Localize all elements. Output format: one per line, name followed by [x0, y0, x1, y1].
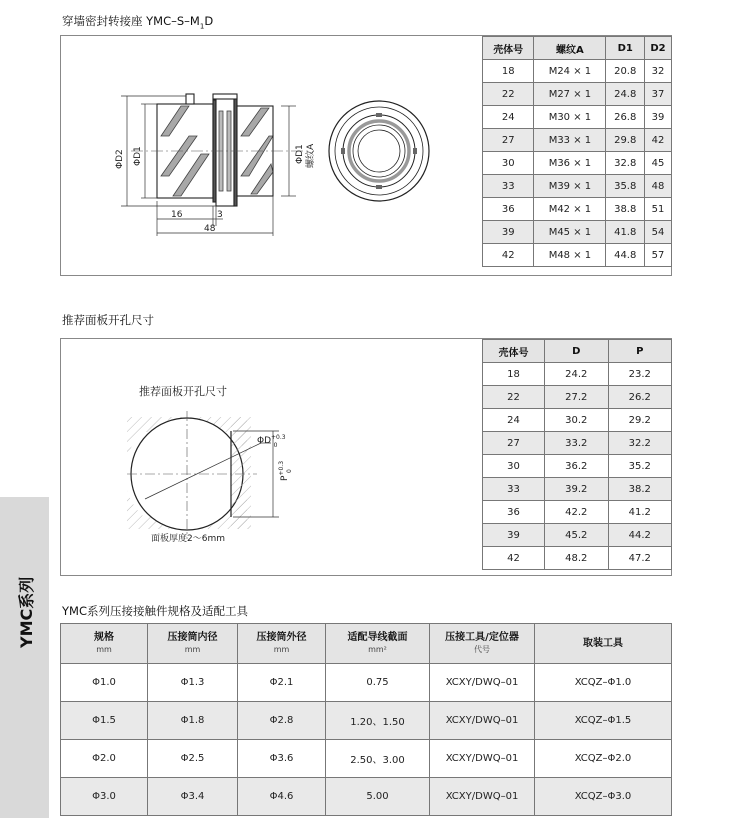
col-shell: 壳体号: [483, 340, 545, 363]
table-row: Φ2.0 Φ2.5 Φ3.6 2.50、3.00 XCXY/DWQ–01 XCQZ–Φ2.0: [61, 740, 672, 778]
table-row: 27 M33 × 1 29.8 42: [483, 129, 672, 152]
panel-thickness: 面板厚度2～6mm: [151, 534, 225, 544]
section1-title: 穿墙密封转接座 YMC–$S-M_1D$: [62, 14, 214, 31]
col-inner-dia: 压接筒内径 mm: [148, 624, 238, 664]
dim-d2: ΦD2: [115, 149, 125, 169]
col-outer-dia: 压接筒外径 mm: [238, 624, 326, 664]
col-d2: D2: [645, 37, 672, 60]
dim-d: $\Phi D^{+0.3}$ 0: [257, 434, 286, 449]
section1-panel: [60, 35, 672, 276]
dim-p: $P^{+0.3}0$: [278, 460, 293, 481]
table-row: Φ3.0 Φ3.4 Φ4.6 5.00 XCXY/DWQ–01 XCQZ–Φ3.0: [61, 778, 672, 816]
side-tab: [0, 497, 49, 818]
section3-title: YMC系列压接接触件规格及适配工具: [62, 604, 248, 618]
dim-d1-left: ΦD1: [133, 146, 143, 166]
col-shell: 壳体号: [483, 37, 534, 60]
table-row: 18 24.2 23.2: [483, 363, 672, 386]
connector-drawing: [61, 36, 483, 275]
col-thread: 螺纹A: [534, 37, 606, 60]
table-row: 24 30.2 29.2: [483, 409, 672, 432]
table-row: Φ1.0 Φ1.3 Φ2.1 0.75 XCXY/DWQ–01 XCQZ–Φ1.0: [61, 664, 672, 702]
cutout-caption: 推荐面板开孔尺寸: [139, 385, 227, 398]
contact-table: [60, 623, 672, 816]
dim-48: 48: [204, 224, 216, 234]
table-row: 30 M36 × 1 32.8 45: [483, 152, 672, 175]
col-d: D: [545, 340, 609, 363]
table-row: 39 45.2 44.2: [483, 524, 672, 547]
table-row: 33 M39 × 1 35.8 48: [483, 175, 672, 198]
table-row: 30 36.2 35.2: [483, 455, 672, 478]
side-tab-label: YMC系列: [17, 576, 36, 648]
table-row: 22 M27 × 1 24.8 37: [483, 83, 672, 106]
col-extract-tool: 取装工具: [535, 624, 672, 664]
section1-table: [482, 36, 672, 267]
section2-table: [482, 339, 672, 570]
col-crimp-tool: 压接工具/定位器 代号: [430, 624, 535, 664]
dim-16: 16: [171, 210, 183, 220]
table-row: 36 M42 × 1 38.8 51: [483, 198, 672, 221]
col-wire-section: 适配导线截面 mm²: [326, 624, 430, 664]
table-row: 39 M45 × 1 41.8 54: [483, 221, 672, 244]
table-row: 42 M48 × 1 44.8 57: [483, 244, 672, 267]
col-d1: D1: [606, 37, 645, 60]
dim-thread: 螺纹A: [306, 143, 316, 168]
section2-panel: [60, 338, 672, 576]
dim-3: 3: [217, 210, 223, 220]
table-row: Φ1.5 Φ1.8 Φ2.8 1.20、1.50 XCXY/DWQ–01 XCQZ–Φ1.5: [61, 702, 672, 740]
dim-d1-right: ΦD1: [295, 144, 305, 164]
col-p: P: [608, 340, 672, 363]
table-row: 36 42.2 41.2: [483, 501, 672, 524]
table-row: 42 48.2 47.2: [483, 547, 672, 570]
table-row: 27 33.2 32.2: [483, 432, 672, 455]
table-row: 18 M24 × 1 20.8 32: [483, 60, 672, 83]
table-row: 22 27.2 26.2: [483, 386, 672, 409]
cutout-drawing: [61, 339, 483, 575]
col-spec: 规格 mm: [61, 624, 148, 664]
table-row: 33 39.2 38.2: [483, 478, 672, 501]
table-row: 24 M30 × 1 26.8 39: [483, 106, 672, 129]
section2-title: 推荐面板开孔尺寸: [62, 313, 154, 327]
